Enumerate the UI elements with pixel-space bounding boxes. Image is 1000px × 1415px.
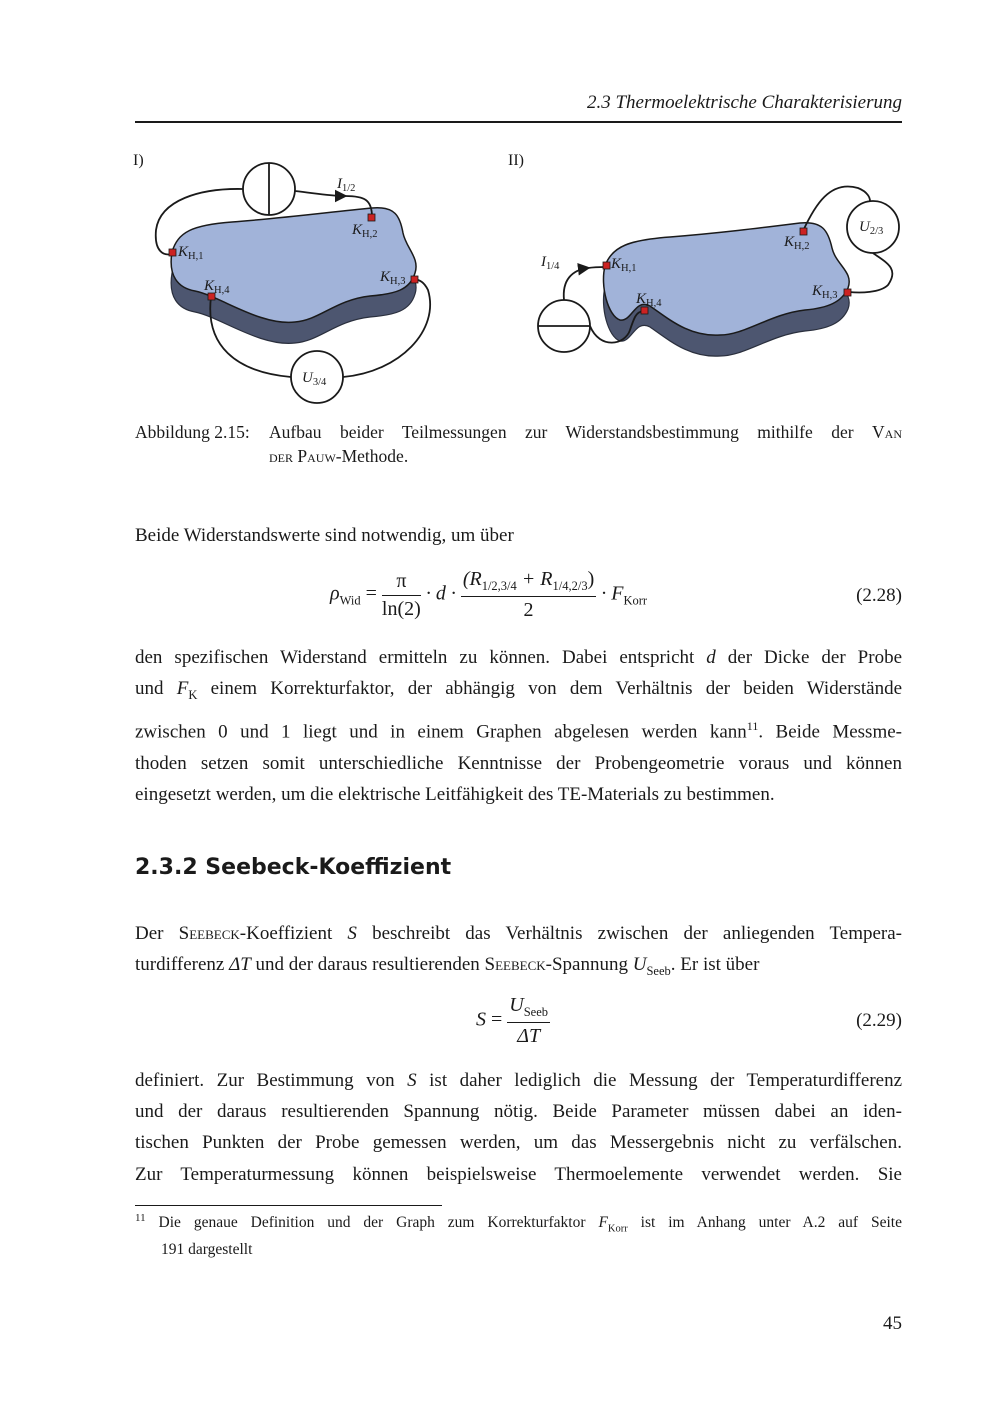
contact-label: $K_{H,4}$ [204,278,230,296]
contact-marker [411,276,418,283]
voltage-label: $U_{3/4}$ [302,370,327,388]
paragraph [135,520,902,551]
paragraph-line: Zur Temperaturmessung können beispielsweise Thermoelemente verwendet werden. Sie [135,1163,902,1185]
contact-label: $K_{H,1}$ [178,244,204,262]
contact-label: $K_{H,3}$ [812,283,838,301]
paragraph-line: den spezifischen Widerstand ermitteln zu können. Dabei entspricht d der Dicke der Probe [135,647,903,668]
paragraph [135,1065,902,1190]
footnote-line: 191 dargestellt [161,1241,253,1259]
section-heading: 2.3.2 Seebeck-Koeffizient [135,855,452,880]
caption-text: -Methode. [335,446,409,466]
caption-name: Van [872,422,903,442]
contact-marker [800,228,807,235]
contact-label: $K_{H,3}$ [380,269,406,287]
paragraph-line: Der Seebeck-Koeffizient S beschreibt das Verhältnis zwischen der anliegenden Tempera- [135,923,903,944]
contact-label: $K_{H,1}$ [611,256,637,274]
footnote-ref: 11 [746,719,759,734]
equation-2-28: $\rho_{Wid}$ = $\frac{\pi}{\ln(2)}$ · d · $\frac{(R_{1/2,3/4} + R_{1/4,2/3})}{2}$ · $F_{Korr}$ [330,568,648,621]
paragraph-line: eingesetzt werden, um die elektrische Leitfähigkeit des TE-Materials zu bestimmen. [135,783,775,805]
figure-svg [120,140,920,410]
caption-label: Abbildung 2.15: [135,422,250,442]
panel-label-1: I) [133,152,144,169]
running-header: 2.3 Thermoelektrische Charakterisierung [586,92,902,113]
paragraph [135,642,902,810]
paragraph-line: definiert. Zur Bestimmung von S ist daher lediglich die Messung der Temperaturdifferenz [135,1070,903,1091]
paragraph-line: thoden setzen somit unterschiedliche Kenntnisse der Probengeometrie voraus und können [135,752,902,774]
page-number: 45 [883,1313,902,1334]
current-label: $I_{1/2}$ [337,176,356,194]
contact-label: $K_{H,4}$ [636,291,662,309]
paragraph-line: und der daraus resultierenden Spannung nötig. Beide Parameter müssen dabei an iden- [135,1101,902,1123]
equation-2-29: S = $\frac{U_{Seeb}}{\Delta T}$ [476,994,549,1047]
footnote [135,1208,902,1260]
paragraph-line: tischen Punkten der Probe gemessen werden, um das Messergebnis nicht zu verfälschen. [135,1132,902,1154]
figure-caption [135,420,902,468]
contact-marker [844,289,851,296]
paragraph-line: Beide Widerstandswerte sind notwendig, um über [135,525,514,546]
equation-number: (2.28) [856,585,902,606]
contact-marker [169,249,176,256]
figure-van-der-pauw [120,140,920,415]
contact-marker [368,214,375,221]
footnote-rule [135,1205,442,1206]
header-rule [135,121,902,123]
panel-label-2: II) [508,152,524,169]
paragraph [135,918,902,987]
current-label: $I_{1/4}$ [541,254,560,272]
equation-number: (2.29) [856,1010,902,1031]
caption-name: der Pauw [269,446,336,466]
voltage-label: $U_{2/3}$ [859,219,884,237]
contact-marker [603,262,610,269]
contact-label: $K_{H,2}$ [352,222,378,240]
caption-text: Aufbau beider Teilmessungen zur Widerstandsbestimmung mithilfe der [269,422,854,442]
footnote-line: $^{11}$ Die genaue Definition und der Graph zum Korrekturfaktor $F_{Korr}$ ist im Anhang unter A.2 auf Seite [135,1212,902,1235]
paragraph-line: zwischen 0 und 1 liegt und in einem Graphen abgelesen werden kann$^{11}$. Beide Messme- [135,719,902,743]
contact-label: $K_{H,2}$ [784,234,810,252]
paragraph-line: und $F_K$ einem Korrekturfaktor, der abhängig von dem Verhältnis der beiden Widerstände [135,678,902,702]
paragraph-line: turdifferenz ΔT und der daraus resultierenden Seebeck-Spannung $U_{Seeb}$. Er ist über [135,954,760,978]
